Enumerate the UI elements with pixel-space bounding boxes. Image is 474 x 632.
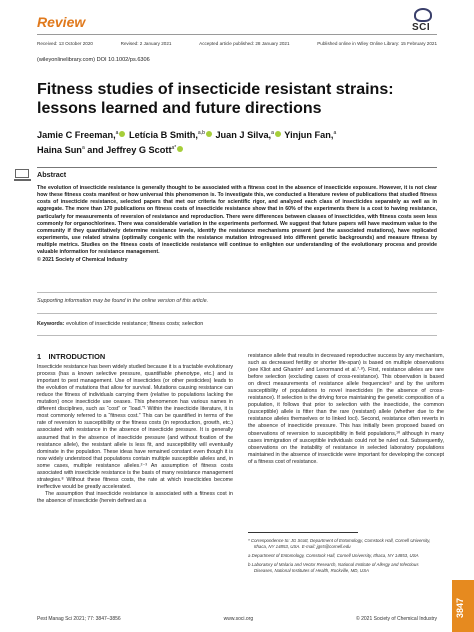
monitor-icon xyxy=(14,169,31,181)
body-column-left xyxy=(37,353,233,505)
orcid-icon[interactable] xyxy=(206,131,212,137)
abstract-body: The evolution of insecticide resistance is generally thought to be associated with a fitness cost in the absence of insecticide exposure. However, it is not clear how these fitness costs manifest or how universal this phenomenon is. To investigate this, we conducted a literature review of publications that studied fitness costs of insecticide resistance, selected papers that met our criteria for scientific rigor, and analyzed each class of insecticides separately as well as in aggregate. The more than 170 publications on fitness costs of insecticide resistance show that in 60% of the experiments there is a cost to having resistance, particularly for measurements of reversion of resistance and reproduction. There were differences between classes of insecticides, with fitness costs seen less commonly for organochlorines. There was considerable variation in the experiments performed. We suggest that future papers will have maximum value to the community if they quantitatively determine resistance levels, identify the resistance mechanisms present (and the associated mutations), have replicated experiments, use related strains (optimally congenic with the resistance mutation introgressed into different genetic backgrounds) and measure fitness by multiple metrics. Studies on the fitness costs of insecticide resistance will continue to enlighten our understanding of the evolutionary process and provide valuable information for resistance management. © 2021 Society of Chemical Industry xyxy=(37,185,437,263)
correspondence-block xyxy=(248,538,438,577)
section-label: Review xyxy=(37,14,86,30)
footer-site[interactable]: www.soci.org xyxy=(223,616,254,622)
abstract-end-rule xyxy=(37,292,437,293)
supporting-info-note: Supporting information may be found in the online version of this article. xyxy=(37,298,209,304)
correspondence-rule xyxy=(248,532,358,533)
abstract-heading: Abstract xyxy=(37,170,67,179)
sci-logo-text: SCI xyxy=(412,22,431,33)
keywords xyxy=(37,321,203,327)
page-footer xyxy=(37,616,437,622)
footer-copyright: © 2021 Society of Chemical Industry xyxy=(356,616,437,622)
sci-logo-mark xyxy=(414,8,432,22)
received-date: Received: 13 October 2020 xyxy=(37,41,93,46)
body-column-right xyxy=(248,353,444,466)
page-number: 3847 xyxy=(455,597,465,618)
orcid-icon[interactable] xyxy=(275,131,281,137)
sci-logo xyxy=(408,8,438,34)
article-dates xyxy=(37,41,437,46)
revised-date: Revised: 2 January 2021 xyxy=(120,41,172,46)
orcid-icon[interactable] xyxy=(119,131,125,137)
author-5[interactable]: Haina Sun$^a$ xyxy=(37,145,85,156)
correspondence-note: * Correspondence to: JG Scott, Department of Entomology, Comstock Hall, Cornell University, Ithaca, NY 14853, USA. E-mail: jgs5@cornell.edu xyxy=(248,538,431,549)
author-6[interactable]: and Jeffrey G Scott$^{a*}$ xyxy=(87,145,184,155)
page-number-tab xyxy=(452,580,474,632)
keywords-rule xyxy=(37,313,437,314)
accepted-date: Accepted article published: 28 January 2021 xyxy=(199,41,290,46)
footer-journal: Pest Manag Sci 2021; 77: 3847–3856 xyxy=(37,616,121,622)
abstract-copyright: © 2021 Society of Chemical Industry xyxy=(37,256,128,263)
author-1[interactable]: Jamie C Freeman,$^a$ xyxy=(37,130,126,140)
author-3[interactable]: Juan J Silva,$^a$ xyxy=(215,130,281,140)
intro-paragraph: resistance allele that results in decreased reproductive success by any mechanism, such as decreased fertility or shorter life-span) is based on multiple observations (see Kliot and Ghanim¹ and Lenormand et al.⁷·⁸). First, resistance alleles are rare before selection (excluding cases of cross-resistance). This observation is based on direct measurements of resistance allele frequencies⁹ and by the uniform susceptibility of populations to novel insecticides (in the absence of cross-resistance). If selection is the driving force maintaining the genetic composition of a population, it follows that prior to selection with the insecticide, the common (susceptible) allele is fitter than the rare (resistant) allele (whether due to the resistance alleles themselves or to linked loci). Second, resistance often reverts in the absence of insecticide pressure. This has initially been proposed based on observations of reversion to susceptibility in field populations,¹⁰ although in many cases immigration of susceptible individuals could not be ruled out. Subsequently, observations on the instability of resistance in selected laboratory populations maintained in the absence of insecticide were important for developing the concept of a fitness cost of resistance. xyxy=(248,353,444,465)
published-date: Published online in Wiley Online Library: 15 February 2021 xyxy=(317,41,437,46)
orcid-icon[interactable] xyxy=(177,146,183,152)
introduction-heading: 1 INTRODUCTION xyxy=(37,352,106,361)
abstract-rule xyxy=(37,167,437,168)
keywords-text: evolution of insecticide resistance; fitness costs; selection xyxy=(66,321,204,327)
header-rule xyxy=(37,34,437,35)
author-2[interactable]: Letícia B Smith,$^{a,b}$ xyxy=(129,130,213,140)
doi-line[interactable]: (wileyonlinelibrary.com) DOI 10.1002/ps.6306 xyxy=(37,57,150,63)
author-4[interactable]: Yinjun Fan,$^a$ xyxy=(284,130,337,141)
article-title: Fitness studies of insecticide resistant strains: lessons learned and future directions xyxy=(37,81,394,117)
affiliation-b: b Laboratory of Malaria and Vector Research, National Institute of Allergy and Infectious Diseases, National Institutes of Health, Rockville, MD, USA xyxy=(248,562,419,573)
keywords-end-rule xyxy=(37,335,437,336)
intro-paragraph: The assumption that insecticide resistance is associated with a fitness cost in the absence of insecticide (herein defined as a xyxy=(37,490,233,504)
affiliation-a: a Department of Entomology, Comstock Hall, Cornell University, Ithaca, NY 14853, USA xyxy=(248,553,419,558)
intro-paragraph: Insecticide resistance has been widely studied because it is a tractable evolutionary process (has a known selective pressure, quantifiable phenotype, etc.) and is important to pest management. Use of insecticides (or other pesticides) leads to the evolution of mutations that allow for survival. Mutations causing resistance can reduce the fitness of individuals carrying them (relative to populations lacking the mutation) once insecticide use ceases. This phenomenon has various names in different disciplines, such as “cost” or “load.”¹ Within the insecticide literature, it is most commonly referred to a “fitness cost.” This can be quantified in terms of the rate of reversion to susceptibility or the fitness costs (in reproduction, growth, etc.) associated with resistance in the absence of insecticide pressure. It is generally assumed that in the absence of insecticide pressure (and without fixation of the resistance allele), the resistant allele is less fit, and susceptibility will eventually dominate in the population. These ideas have remained constant even though it is now widely understood that populations contain multiple susceptible alleles and, in some cases, multiple resistance alleles.²⁻³ An assumption of fitness costs associated with insecticide resistance is the basis of many resistance management strategies.⁸ Without these fitness costs, the rate at which insecticides become ineffective would be greatly accelerated. xyxy=(37,364,233,490)
keywords-label: Keywords: xyxy=(37,321,65,327)
author-list xyxy=(37,127,437,157)
